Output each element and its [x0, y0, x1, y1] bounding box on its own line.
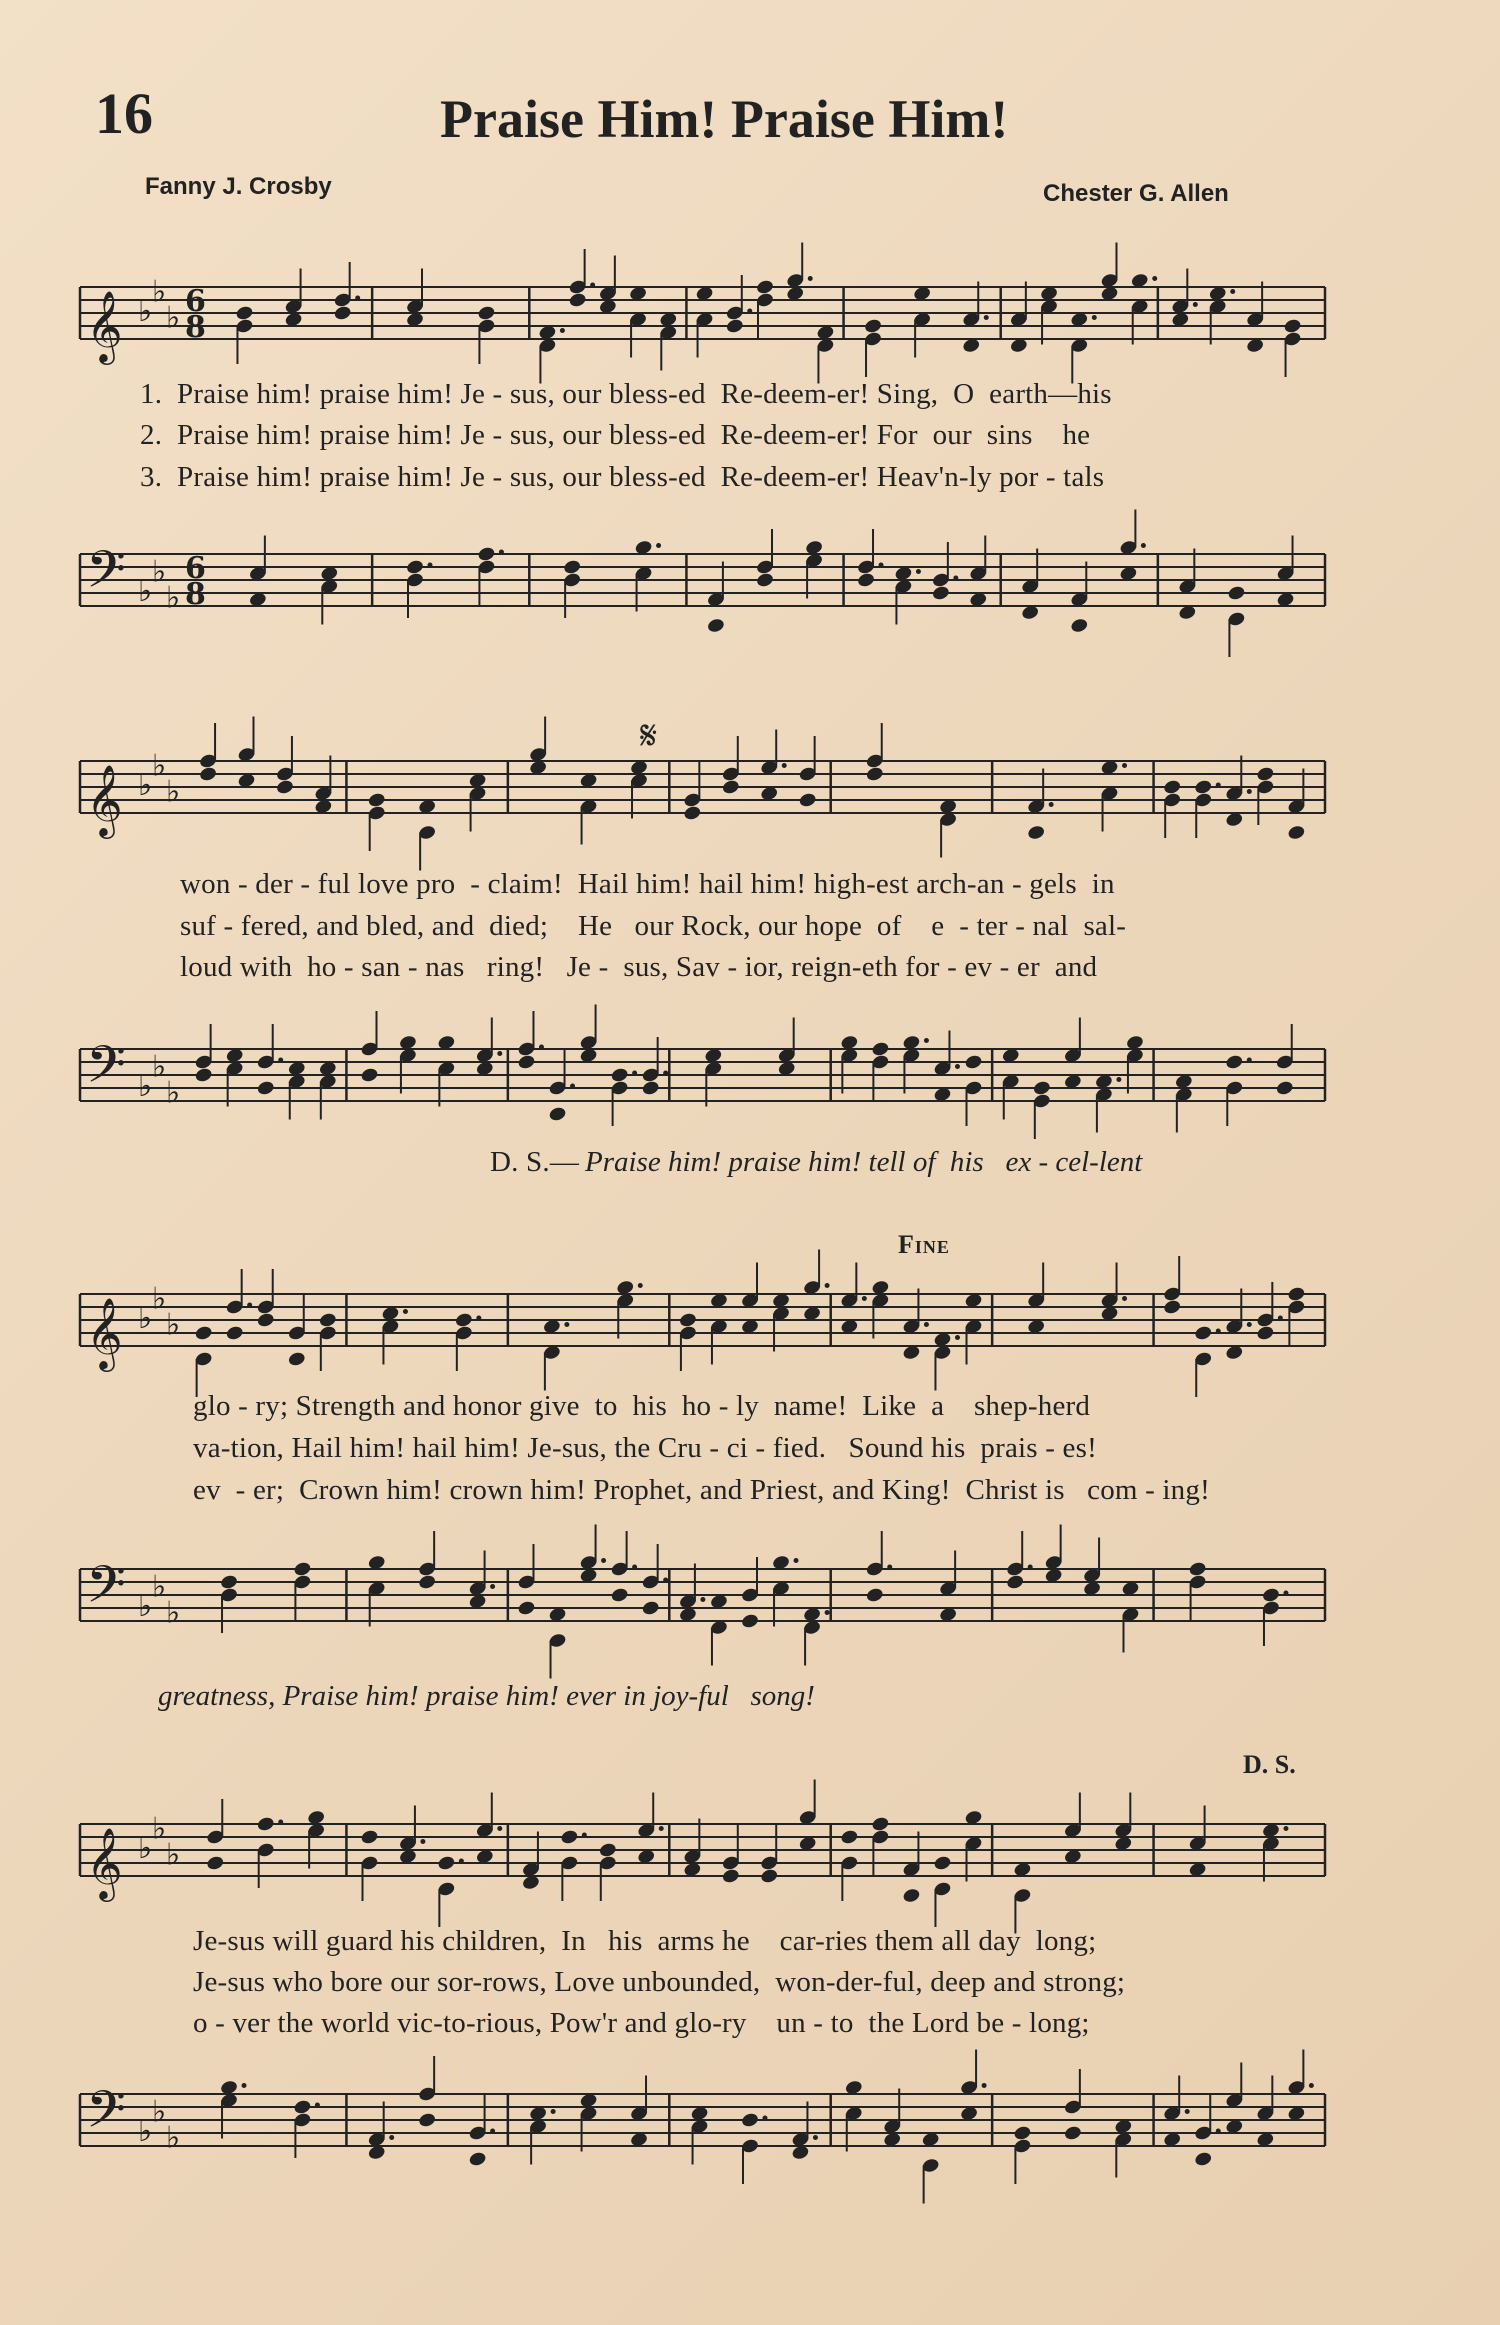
flat-icon: ♭	[138, 1069, 153, 1104]
augmentation-dot	[663, 1578, 668, 1583]
fine-marking: Fine	[898, 1230, 950, 1259]
flat-icon: ♭	[138, 294, 153, 329]
bass-clef: 𝄢	[86, 539, 126, 612]
notehead	[678, 1312, 697, 1329]
augmentation-dot	[582, 1833, 587, 1838]
augmentation-dot	[601, 1558, 606, 1563]
augmentation-dot	[924, 1038, 929, 1043]
system-2-lyric-verse-2: suf - fered, and bled, and died; He our Rock, our hope of e - ter - nal sal-	[180, 910, 1127, 942]
augmentation-dot	[1278, 1316, 1283, 1321]
augmentation-dot	[1247, 789, 1252, 794]
notehead	[437, 1855, 456, 1872]
augmentation-dot	[570, 1084, 575, 1089]
augmentation-dot	[862, 1296, 867, 1301]
notehead	[1013, 2125, 1032, 2142]
system-4-bass-staff	[80, 2055, 1325, 2185]
flat-icon: ♭	[138, 1589, 153, 1624]
flat-icon: ♭	[138, 1831, 153, 1866]
notehead	[256, 1816, 275, 1833]
flat-icon: ♭	[138, 2114, 153, 2149]
ds-lyric-line-1: Praise him! praise him! tell of his ex - cel-lent	[585, 1146, 1143, 1178]
augmentation-dot	[1193, 302, 1198, 307]
augmentation-dot	[953, 576, 958, 581]
segno-icon: 𝄋	[640, 713, 658, 759]
augmentation-dot	[916, 569, 921, 574]
notehead	[235, 305, 254, 322]
notehead	[477, 546, 496, 563]
notehead	[863, 318, 882, 335]
treble-clef: 𝄞	[86, 763, 123, 836]
notehead	[1261, 1587, 1280, 1604]
notehead	[1256, 766, 1275, 783]
notehead	[405, 559, 424, 576]
notehead	[725, 318, 744, 335]
flat-icon: ♭	[152, 2094, 167, 2130]
notehead	[293, 1561, 312, 1578]
flat-icon: ♭	[152, 554, 167, 590]
notehead	[760, 1868, 779, 1885]
ds-lyric-prefix: D. S.—	[490, 1146, 580, 1178]
notehead	[683, 805, 702, 822]
notehead	[548, 1106, 567, 1123]
augmentation-dot	[1283, 1591, 1288, 1596]
augmentation-dot	[497, 1826, 502, 1831]
notehead	[517, 1600, 536, 1617]
notehead	[256, 1080, 275, 1097]
augmentation-dot	[1185, 2109, 1190, 2114]
notehead	[454, 1312, 473, 1329]
notehead	[933, 1855, 952, 1872]
flat-icon: ♭	[152, 274, 167, 310]
augmentation-dot	[632, 1071, 637, 1076]
augmentation-dot	[278, 1058, 283, 1063]
notehead	[706, 617, 725, 634]
notehead	[610, 1067, 629, 1084]
notehead	[477, 305, 496, 322]
augmentation-dot	[560, 328, 565, 333]
notehead	[755, 572, 774, 589]
augmentation-dot	[955, 1335, 960, 1340]
notehead	[871, 1041, 890, 1058]
system-4-lyric-verse-3: o - ver the world vic-to-rious, Pow'r and glo-ry un - to the Lord be - long;	[193, 2007, 1090, 2039]
flat-icon: ♭	[152, 1569, 167, 1605]
notehead	[198, 766, 217, 783]
notehead	[1006, 1574, 1025, 1591]
system-3-lyric-verse-3: ev - er; Crown him! crown him! Prophet, and Priest, and King! Christ is com - ing!	[193, 1474, 1210, 1506]
notehead	[418, 1574, 437, 1591]
flat-icon: ♭	[166, 2120, 181, 2156]
flat-icon: ♭	[152, 1049, 167, 1085]
augmentation-dot	[1092, 315, 1097, 320]
notehead	[871, 1816, 890, 1833]
flat-icon: ♭	[152, 748, 167, 784]
augmentation-dot	[490, 2129, 495, 2134]
augmentation-dot	[1028, 1565, 1033, 1570]
notehead	[641, 1080, 660, 1097]
notehead	[798, 792, 817, 809]
augmentation-dot	[1247, 1322, 1252, 1327]
flat-icon: ♭	[152, 1281, 167, 1317]
system-1-lyric-verse-1: 1. Praise him! praise him! Je - sus, our bless-ed Re-deem-er! Sing, O earth—his	[140, 378, 1112, 410]
system-4-lyric-verse-1: Je-sus will guard his children, In his arms he car-ries them all day long;	[193, 1925, 1097, 1957]
augmentation-dot	[632, 1565, 637, 1570]
notehead	[1032, 1080, 1051, 1097]
time-signature-top: 6	[185, 284, 206, 319]
system-2-treble-staff	[80, 712, 1325, 862]
notehead	[902, 1887, 921, 1904]
system-1-lyric-verse-2: 2. Praise him! praise him! Je - sus, our bless-ed Re-deem-er! For our sins he	[140, 419, 1091, 451]
augmentation-dot	[1216, 783, 1221, 788]
flat-icon: ♭	[166, 1595, 181, 1631]
augmentation-dot	[551, 2109, 556, 2114]
flat-icon: ♭	[166, 1075, 181, 1111]
notehead	[755, 279, 774, 296]
system-2-lyric-verse-3: loud with ho - san - nas ring! Je - sus, Sav - ior, reign-eth for - ev - er and	[180, 951, 1098, 983]
notehead	[468, 2151, 487, 2168]
notehead	[964, 1054, 983, 1071]
augmentation-dot	[497, 1051, 502, 1056]
notehead	[256, 1312, 275, 1329]
time-signature-bottom: 8	[185, 310, 206, 345]
flat-icon: ♭	[138, 574, 153, 609]
hymn-number: 16	[95, 81, 153, 146]
augmentation-dot	[490, 1584, 495, 1589]
notehead	[360, 1067, 379, 1084]
notehead	[1188, 1561, 1207, 1578]
augmentation-dot	[794, 1558, 799, 1563]
flat-icon: ♭	[166, 774, 181, 810]
augmentation-dot	[663, 1071, 668, 1076]
time-signature-top: 6	[185, 551, 206, 586]
notehead	[367, 792, 386, 809]
augmentation-dot	[887, 1565, 892, 1570]
system-3-bass-staff	[80, 1525, 1325, 1665]
augmentation-dot	[1152, 276, 1157, 281]
flat-icon: ♭	[138, 1301, 153, 1336]
augmentation-dot	[924, 1322, 929, 1327]
augmentation-dot	[763, 2116, 768, 2121]
composer-credit: Chester G. Allen	[1043, 180, 1229, 207]
system-1-lyric-verse-3: 3. Praise him! praise him! Je - sus, our bless-ed Re-deem-er! Heav'n-ly por - tals	[140, 461, 1105, 493]
augmentation-dot	[1230, 289, 1235, 294]
augmentation-dot	[389, 2135, 394, 2140]
ds-marking: D. S.	[1243, 1750, 1296, 1779]
notehead	[275, 779, 294, 796]
augmentation-dot	[747, 309, 752, 314]
notehead	[1027, 824, 1046, 841]
augmentation-dot	[638, 1283, 643, 1288]
notehead	[318, 1312, 337, 1329]
augmentation-dot	[1309, 2083, 1314, 2088]
notehead	[194, 1067, 213, 1084]
notehead	[560, 1829, 579, 1846]
system-4-treble-staff	[80, 1775, 1325, 1925]
augmentation-dot	[984, 315, 989, 320]
system-3-lyric-verse-1: glo - ry; Strength and honor give to his ho - ly name! Like a shep-herd	[193, 1390, 1091, 1422]
augmentation-dot	[1116, 1077, 1121, 1082]
notehead	[1283, 318, 1302, 335]
flat-icon: ♭	[152, 1811, 167, 1847]
notehead	[1063, 2125, 1082, 2142]
bass-clef: 𝄢	[86, 1034, 126, 1107]
augmentation-dot	[428, 563, 433, 568]
augmentation-dot	[1141, 543, 1146, 548]
notehead	[740, 2112, 759, 2129]
notehead	[1225, 1054, 1244, 1071]
augmentation-dot	[247, 1303, 252, 1308]
augmentation-dot	[355, 296, 360, 301]
time-signature-bottom: 8	[185, 577, 206, 612]
bass-clef: 𝄢	[86, 1554, 126, 1627]
augmentation-dot	[825, 1610, 830, 1615]
notehead	[418, 2112, 437, 2129]
system-3-treble-staff	[80, 1255, 1325, 1385]
augmentation-dot	[242, 2083, 247, 2088]
bass-clef: 𝄢	[86, 2079, 126, 2152]
notehead	[1194, 1325, 1213, 1342]
augmentation-dot	[1049, 802, 1054, 807]
notehead	[225, 1325, 244, 1342]
notehead	[856, 572, 875, 589]
notehead	[740, 1613, 759, 1630]
flat-icon: ♭	[166, 580, 181, 616]
augmentation-dot	[564, 1322, 569, 1327]
augmentation-dot	[982, 2083, 987, 2088]
notehead	[865, 1587, 884, 1604]
notehead	[1163, 1299, 1182, 1316]
augmentation-dot	[539, 1045, 544, 1050]
notehead	[721, 779, 740, 796]
augmentation-dot	[813, 2135, 818, 2140]
notehead	[1256, 1325, 1275, 1342]
notehead	[598, 1842, 617, 1859]
system-2-lyric-verse-1: won - der - ful love pro - claim! Hail him! hail him! high-est arch-an - gels in	[180, 868, 1115, 900]
flat-icon: ♭	[166, 1837, 181, 1873]
augmentation-dot	[315, 2103, 320, 2108]
notehead	[568, 292, 587, 309]
ds-lyric-line-2: greatness, Praise him! praise him! ever in joy-ful song!	[158, 1680, 815, 1712]
notehead	[721, 1868, 740, 1885]
flat-icon: ♭	[166, 1307, 181, 1343]
notehead	[840, 1829, 859, 1846]
system-2-bass-staff	[80, 1010, 1325, 1140]
notehead	[1275, 1080, 1294, 1097]
system-3-lyric-verse-2: va-tion, Hail him! hail him! Je-sus, the Cru - ci - fied. Sound his prais - es!	[193, 1432, 1097, 1464]
notehead	[1070, 617, 1089, 634]
notehead	[641, 1600, 660, 1617]
augmentation-dot	[420, 1839, 425, 1844]
notehead	[517, 1054, 536, 1071]
augmentation-dot	[808, 276, 813, 281]
notehead	[206, 1855, 225, 1872]
system-1-treble-staff	[80, 248, 1325, 378]
notehead	[1194, 779, 1213, 796]
augmentation-dot	[1247, 1058, 1252, 1063]
augmentation-dot	[590, 283, 595, 288]
augmentation-dot	[825, 1283, 830, 1288]
augmentation-dot	[476, 1316, 481, 1321]
notehead	[1227, 585, 1246, 602]
notehead	[1287, 1286, 1306, 1303]
augmentation-dot	[1283, 1826, 1288, 1831]
notehead	[931, 585, 950, 602]
augmentation-dot	[403, 1309, 408, 1314]
notehead	[1194, 2151, 1213, 2168]
notehead	[1163, 779, 1182, 796]
notehead	[287, 1351, 306, 1368]
treble-clef: 𝄞	[86, 1826, 123, 1899]
treble-clef: 𝄞	[86, 289, 123, 362]
augmentation-dot	[1216, 1329, 1221, 1334]
treble-clef: 𝄞	[86, 1296, 123, 1369]
notehead	[563, 559, 582, 576]
flat-icon: ♭	[138, 768, 153, 803]
lyricist-credit: Fanny J. Crosby	[145, 173, 332, 200]
notehead	[360, 1829, 379, 1846]
flat-icon: ♭	[166, 300, 181, 336]
augmentation-dot	[1122, 763, 1127, 768]
notehead	[333, 305, 352, 322]
augmentation-dot	[782, 763, 787, 768]
notehead	[1287, 824, 1306, 841]
augmentation-dot	[659, 1826, 664, 1831]
notehead	[194, 1325, 213, 1342]
augmentation-dot	[1122, 1296, 1127, 1301]
augmentation-dot	[499, 550, 504, 555]
augmentation-dot	[1216, 2129, 1221, 2134]
augmentation-dot	[879, 563, 884, 568]
augmentation-dot	[700, 1597, 705, 1602]
augmentation-dot	[278, 1820, 283, 1825]
system-1-bass-staff	[80, 510, 1325, 650]
augmentation-dot	[955, 1064, 960, 1069]
system-4-lyric-verse-2: Je-sus who bore our sor-rows, Love unbounded, won-der-ful, deep and strong;	[193, 1966, 1126, 1998]
augmentation-dot	[459, 1859, 464, 1864]
notehead	[219, 1574, 238, 1591]
notehead	[610, 1587, 629, 1604]
hymn-title: Praise Him! Praise Him!	[440, 89, 1009, 149]
notehead	[293, 2099, 312, 2116]
notehead	[865, 766, 884, 783]
augmentation-dot	[656, 543, 661, 548]
